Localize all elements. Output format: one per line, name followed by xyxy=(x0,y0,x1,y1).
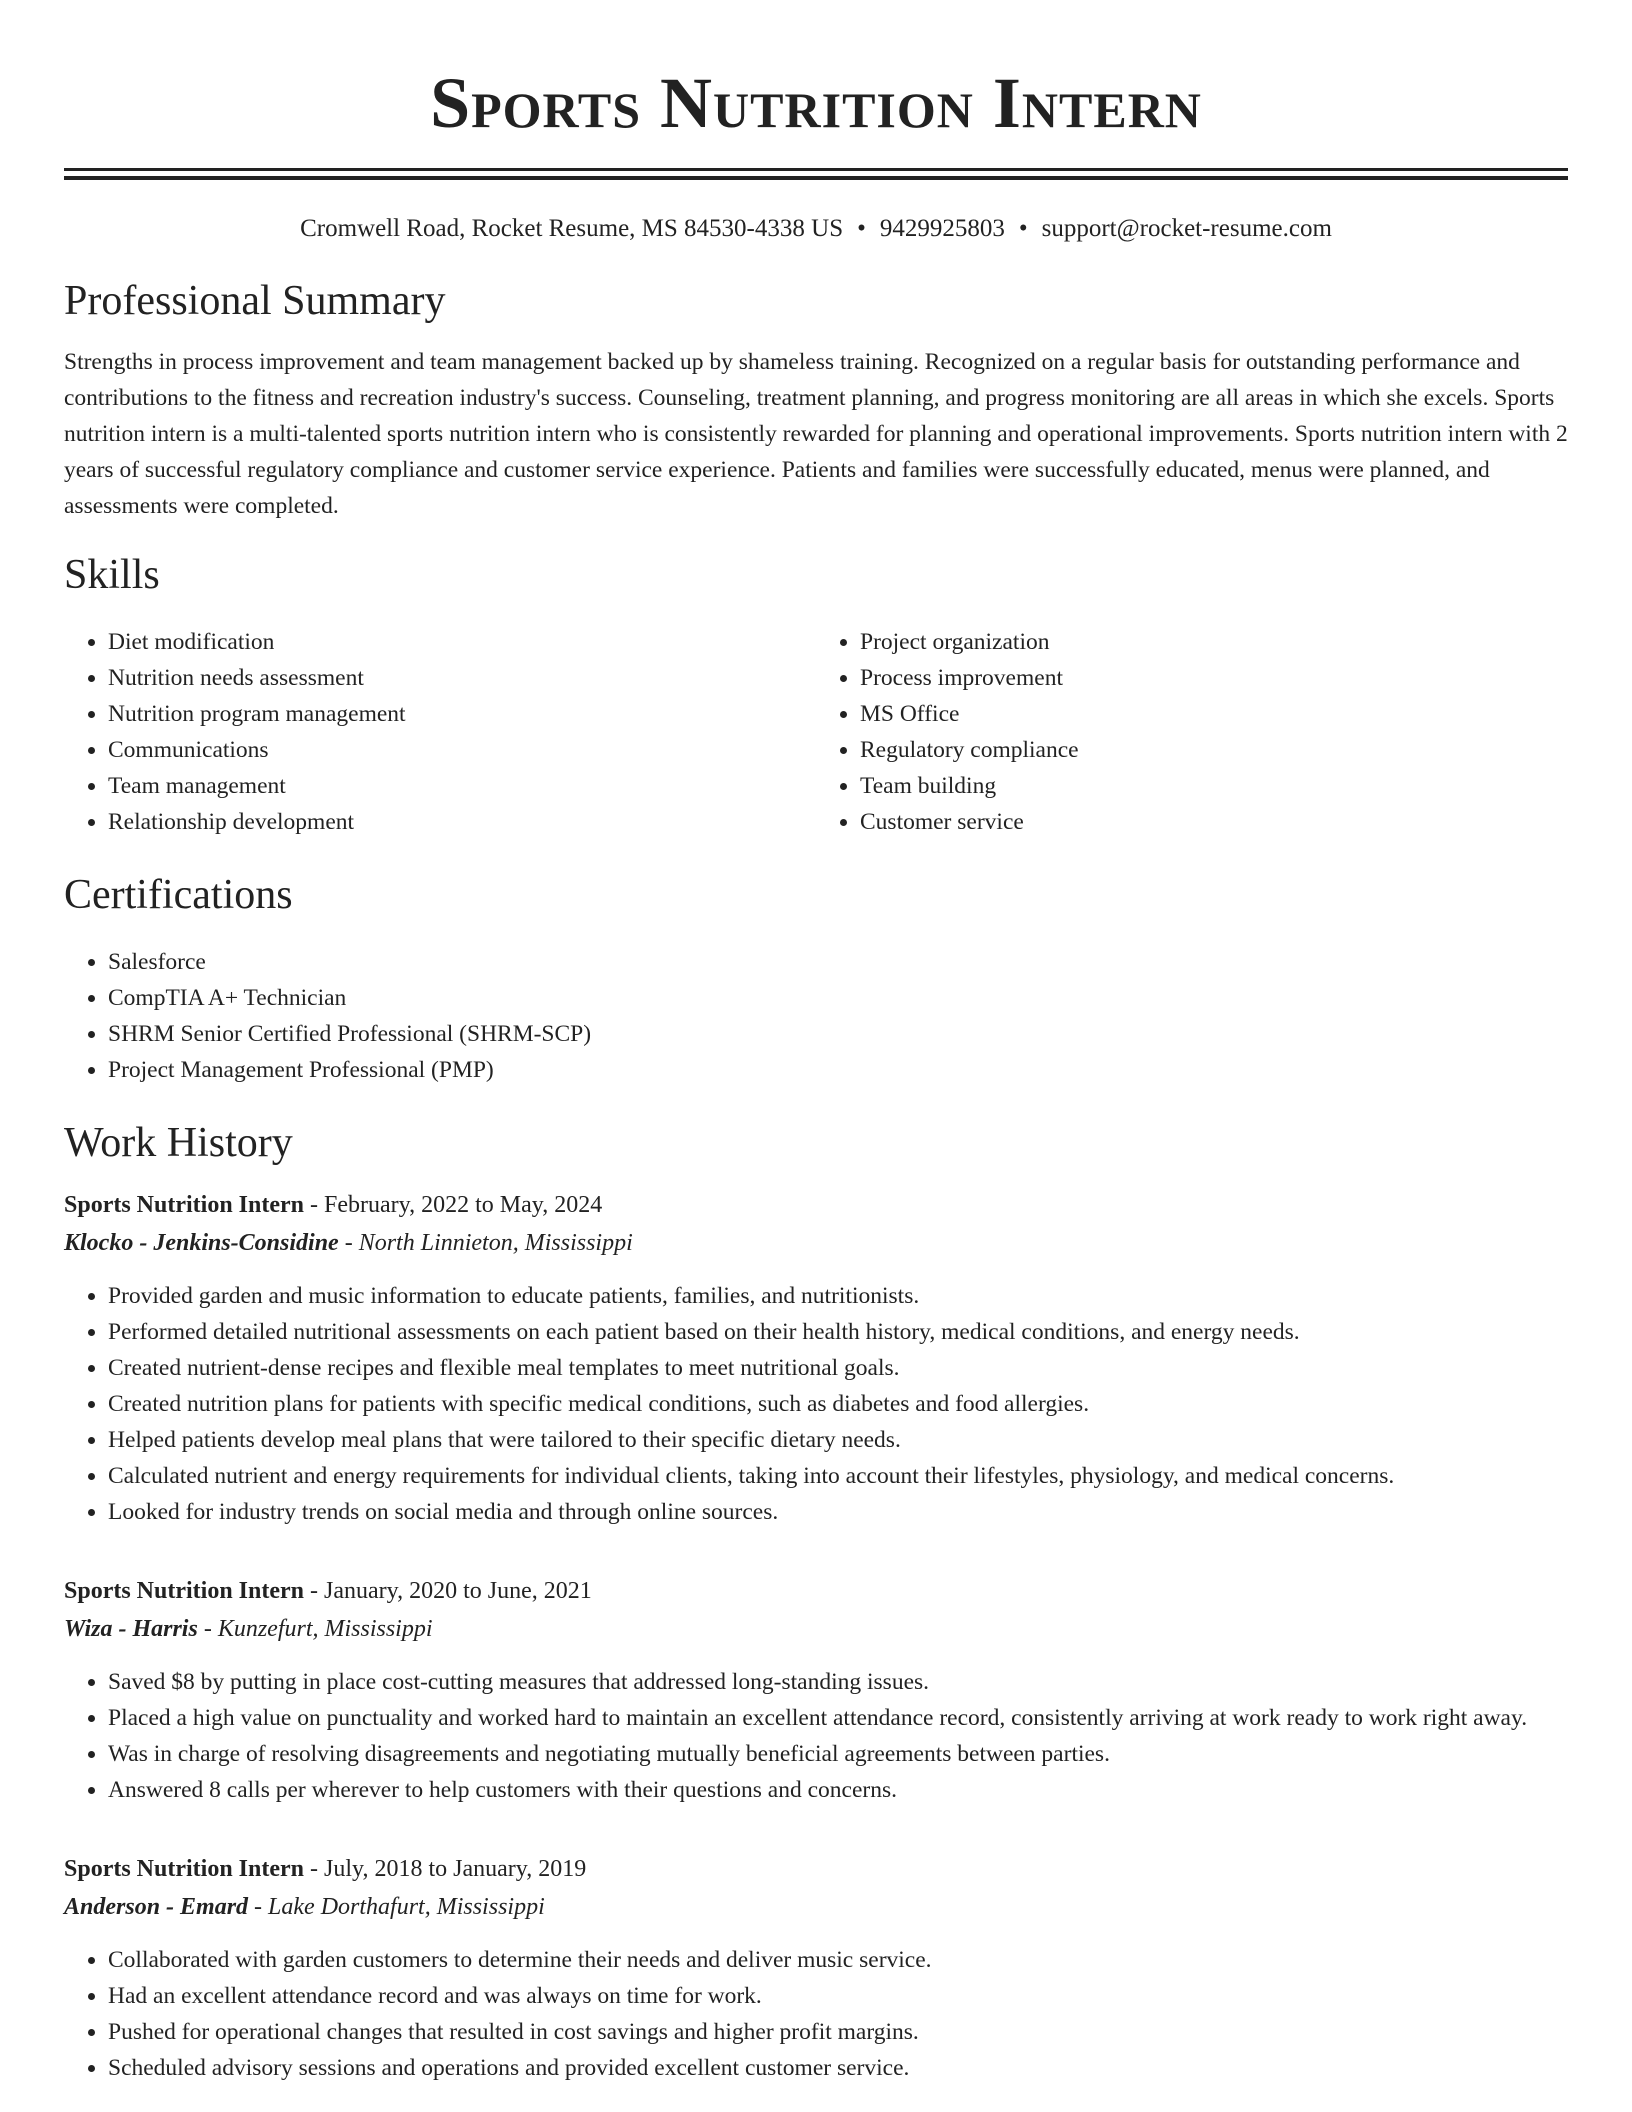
contact-address: Cromwell Road, Rocket Resume, MS 84530-4338 US xyxy=(300,215,844,242)
summary-heading: Professional Summary xyxy=(64,278,446,324)
job-bullet: • Created nutrition plans for patients with specific medical conditions, such as diabetes and food allergies. xyxy=(108,1386,1568,1422)
job-bullet: • Answered 8 calls per wherever to help customers with their questions and concerns. xyxy=(108,1772,1568,1808)
certification-item: • Salesforce xyxy=(108,944,1568,980)
job-dates: January, 2020 to June, 2021 xyxy=(324,1578,592,1604)
job-bullet: • Provided garden and music information to educate patients, families, and nutritionists. xyxy=(108,1278,1568,1314)
job-bullet: • Looked for industry trends on social media and through online sources. xyxy=(108,1494,1568,1530)
job-dates: July, 2018 to January, 2019 xyxy=(324,1856,587,1882)
certification-item: • SHRM Senior Certified Professional (SHRM-SCP) xyxy=(108,1016,1568,1052)
skill-item: • Regulatory compliance xyxy=(860,732,1568,768)
job-location: North Linnieton, Mississippi xyxy=(358,1230,633,1256)
skills-list-right xyxy=(816,624,1568,840)
job-bullet: • Created nutrient-dense recipes and flexible meal templates to meet nutritional goals. xyxy=(108,1350,1568,1386)
skill-item: • Relationship development xyxy=(108,804,816,840)
job-bullet: • Placed a high value on punctuality and worked hard to maintain an excellent attendance record, consistently arriving at work ready to work right away. xyxy=(108,1700,1568,1736)
job-location: Lake Dorthafurt, Mississippi xyxy=(268,1894,545,1920)
skill-item: • Customer service xyxy=(860,804,1568,840)
job-title: Sports Nutrition Intern xyxy=(64,1578,305,1604)
job-company: Anderson - Emard xyxy=(64,1894,249,1920)
contact-email: support@rocket-resume.com xyxy=(1041,215,1332,242)
job-company: Klocko - Jenkins-Considine xyxy=(64,1230,339,1256)
job-bullet: • Had an excellent attendance record and was always on time for work. xyxy=(108,1978,1568,2014)
job-bullets xyxy=(64,1278,1568,1530)
job-bullet: • Helped patients develop meal plans that were tailored to their specific dietary needs. xyxy=(108,1422,1568,1458)
skill-item: • Process improvement xyxy=(860,660,1568,696)
job-dash: - xyxy=(248,1894,269,1920)
summary-text: Strengths in process improvement and team management backed up by shameless training. Recognized on a regular basis for outstanding performance and contributions to the fitness and recreation industry's success. Counseling, treatment planning, and progress monitoring are all areas in which she excels. Sports nutrition intern is a multi-talented sports nutrition intern who is consistently rewarded for planning and operational improvements. Sports nutrition intern with 2 years of successful regulatory compliance and customer service experience. Patients and families were successfully educated, menus were planned, and assessments were completed. xyxy=(64,349,1568,519)
certification-item: • CompTIA A+ Technician xyxy=(108,980,1568,1016)
skill-item: • Nutrition needs assessment xyxy=(108,660,816,696)
contact-phone: 9429925803 xyxy=(879,215,1005,242)
job-company-line xyxy=(64,1610,1568,1648)
job-bullet: • Calculated nutrient and energy requirements for individual clients, taking into account their lifestyles, physiology, and medical concerns. xyxy=(108,1458,1568,1494)
job-title-line xyxy=(64,1850,1568,1888)
job-title: Sports Nutrition Intern xyxy=(64,1856,305,1882)
job-bullet: • Performed detailed nutritional assessments on each patient based on their health history, medical conditions, and energy needs. xyxy=(108,1314,1568,1350)
job-bullet: • Scheduled advisory sessions and operations and provided excellent customer service. xyxy=(108,2050,1568,2086)
skills-columns xyxy=(64,624,1568,840)
skill-item: • Project organization xyxy=(860,624,1568,660)
job-bullet: • Collaborated with garden customers to determine their needs and deliver music service. xyxy=(108,1942,1568,1978)
job-entry xyxy=(64,1850,1568,2086)
contact-line xyxy=(64,212,1568,246)
contact-separator: • xyxy=(857,215,866,242)
skill-item: • MS Office xyxy=(860,696,1568,732)
contact-separator: • xyxy=(1018,215,1028,242)
job-title-line xyxy=(64,1186,1568,1224)
skill-item: • Nutrition program management xyxy=(108,696,816,732)
job-dash: - xyxy=(304,1192,325,1218)
job-bullet: • Pushed for operational changes that resulted in cost savings and higher profit margins. xyxy=(108,2014,1568,2050)
job-entry xyxy=(64,1186,1568,1530)
skills-list-left xyxy=(64,624,816,840)
job-company-line xyxy=(64,1224,1568,1262)
job-bullets xyxy=(64,1664,1568,1808)
skill-item: • Team management xyxy=(108,768,816,804)
job-bullet: • Was in charge of resolving disagreements and negotiating mutually beneficial agreements between parties. xyxy=(108,1736,1568,1772)
certification-item: • Project Management Professional (PMP) xyxy=(108,1052,1568,1088)
skills-heading: Skills xyxy=(64,552,160,598)
job-dates: February, 2022 to May, 2024 xyxy=(324,1192,603,1218)
skill-item: • Diet modification xyxy=(108,624,816,660)
skill-item: • Team building xyxy=(860,768,1568,804)
work-history-heading: Work History xyxy=(64,1120,293,1166)
certifications-heading: Certifications xyxy=(64,872,293,918)
certifications-list xyxy=(64,944,1568,1088)
job-bullets xyxy=(64,1942,1568,2086)
skill-item: • Communications xyxy=(108,732,816,768)
job-bullet: • Saved $8 by putting in place cost-cutting measures that addressed long-standing issues. xyxy=(108,1664,1568,1700)
resume-page xyxy=(64,0,1568,2086)
job-title-line xyxy=(64,1572,1568,1610)
job-dash: - xyxy=(304,1856,325,1882)
header-rule-top xyxy=(64,168,1568,171)
job-entry xyxy=(64,1572,1568,1808)
job-company-line xyxy=(64,1888,1568,1926)
job-dash: - xyxy=(338,1230,359,1256)
header-rule-bottom xyxy=(64,176,1568,180)
job-company: Wiza - Harris xyxy=(64,1616,198,1642)
job-dash: - xyxy=(197,1616,218,1642)
job-dash: - xyxy=(304,1578,325,1604)
resume-name: Sports Nutrition Intern xyxy=(430,63,1202,143)
job-location: Kunzefurt, Mississippi xyxy=(217,1616,433,1642)
job-title: Sports Nutrition Intern xyxy=(64,1192,305,1218)
